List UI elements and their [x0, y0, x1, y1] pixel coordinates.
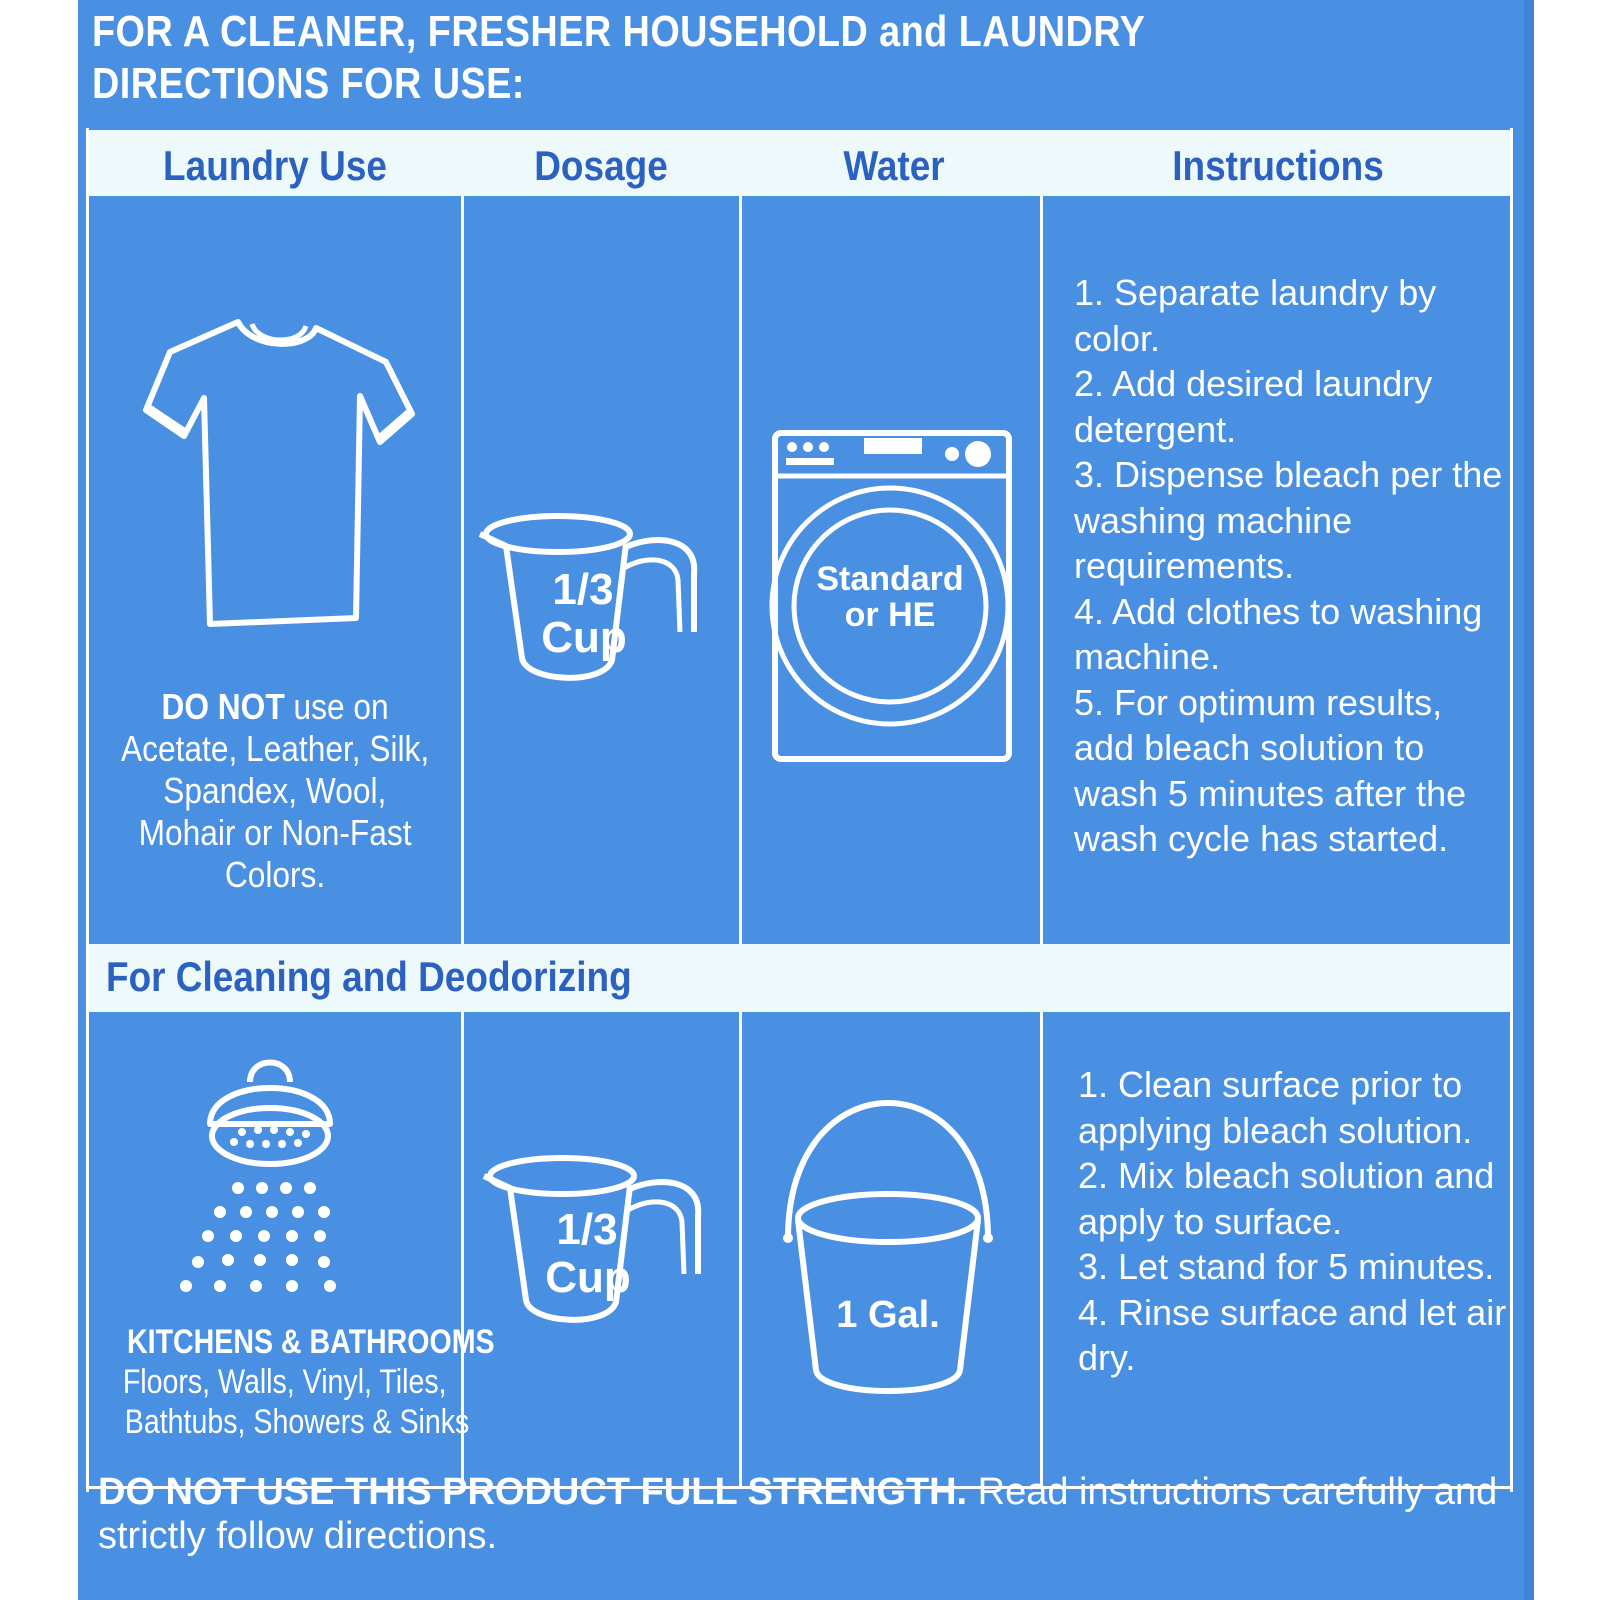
instruction-step [1078, 1062, 1506, 1153]
dosage-amount: 1/3 [556, 1205, 618, 1254]
instruction-line: 3. Let stand for 5 minutes. [1078, 1246, 1495, 1287]
section-title-cleaning: For Cleaning and Deodorizing [106, 953, 632, 1000]
footer-bold: DO NOT USE THIS PRODUCT FULL STRENGTH. [98, 1471, 968, 1513]
footer-rest: Read instructions carefully and strictly follow directions. [98, 1471, 1498, 1557]
water-type-line-1: Standard [816, 560, 964, 598]
instruction-line: 2. Add desired laundry [1074, 363, 1433, 404]
instruction-line: apply to surface. [1078, 1200, 1343, 1242]
instruction-line: requirements. [1074, 545, 1295, 586]
warning-bold: DO NOT [161, 686, 285, 727]
instruction-line: color. [1074, 317, 1161, 359]
warning-line: Mohair or Non-Fast [138, 812, 412, 853]
instruction-line: 2. Mix bleach solution and [1078, 1155, 1495, 1196]
cleaning-area-title [92, 1322, 495, 1362]
dosage-unit: Cup [545, 1253, 631, 1302]
header-line-2: DIRECTIONS FOR USE: [92, 59, 525, 108]
cleaning-area-list [92, 1362, 470, 1442]
warning-line: Spandex, Wool, [163, 770, 387, 811]
instruction-line: wash cycle has started. [1074, 818, 1449, 859]
column-header-instructions: Instructions [1172, 142, 1384, 189]
instruction-step [1078, 1290, 1506, 1381]
footer-warning [98, 1470, 1518, 1558]
instruction-line: 4. Add clothes to washing [1074, 590, 1483, 632]
grid-line [1040, 196, 1043, 944]
instruction-line: wash 5 minutes after the [1074, 772, 1467, 814]
area-line: Bathtubs, Showers & Sinks [124, 1403, 470, 1441]
column-header-dosage: Dosage [534, 142, 668, 189]
cleaning-instructions [1078, 1062, 1506, 1381]
grid-line [86, 128, 89, 1492]
instruction-step [1074, 589, 1502, 680]
t-shirt-icon [140, 318, 420, 638]
instruction-line: washing machine [1074, 499, 1353, 541]
instruction-step [1078, 1153, 1506, 1244]
column-header-water: Water [843, 142, 945, 189]
instruction-line: machine. [1074, 636, 1221, 677]
grid-line [739, 1012, 742, 1488]
instruction-step [1074, 270, 1502, 361]
laundry-instructions [1074, 270, 1502, 862]
instruction-line: applying bleach solution. [1078, 1109, 1473, 1151]
instruction-step [1074, 452, 1502, 589]
instruction-step [1074, 680, 1502, 862]
dosage-amount: 1/3 [552, 565, 614, 614]
instruction-step [1074, 361, 1502, 452]
warning-line: Colors. [224, 854, 326, 895]
warning-line: Acetate, Leather, Silk, [120, 728, 430, 769]
column-header-laundry-use: Laundry Use [163, 142, 387, 189]
instruction-line: detergent. [1074, 408, 1237, 450]
instruction-line: 5. For optimum results, [1074, 681, 1443, 723]
water-type-line-2: or HE [844, 596, 936, 634]
bucket-icon [780, 1098, 996, 1398]
area-title-text: KITCHENS & BATHROOMS [127, 1323, 495, 1361]
instruction-line: dry. [1078, 1337, 1136, 1378]
grid-line [1040, 1012, 1043, 1488]
instruction-line: 4. Rinse surface and let air [1078, 1291, 1507, 1333]
instruction-line: 3. Dispense bleach per the [1074, 454, 1503, 495]
warning-rest: use on [284, 686, 389, 727]
grid-line [739, 196, 742, 944]
instruction-line: 1. Separate laundry by [1074, 272, 1437, 313]
laundry-warning [92, 686, 458, 896]
panel-edge [1524, 0, 1534, 1600]
dosage-unit: Cup [541, 613, 627, 662]
header-line-1: FOR A CLEANER, FRESHER HOUSEHOLD and LAUNDRY [92, 7, 1146, 56]
instruction-line: 1. Clean surface prior to [1078, 1064, 1463, 1105]
instruction-line: add bleach solution to [1074, 727, 1425, 768]
shower-head-icon [170, 1046, 370, 1296]
grid-line [461, 196, 464, 944]
water-amount: 1 Gal. [836, 1294, 940, 1336]
instruction-step [1078, 1244, 1506, 1290]
area-line: Floors, Walls, Vinyl, Tiles, [122, 1363, 447, 1401]
grid-line [1510, 128, 1513, 1492]
